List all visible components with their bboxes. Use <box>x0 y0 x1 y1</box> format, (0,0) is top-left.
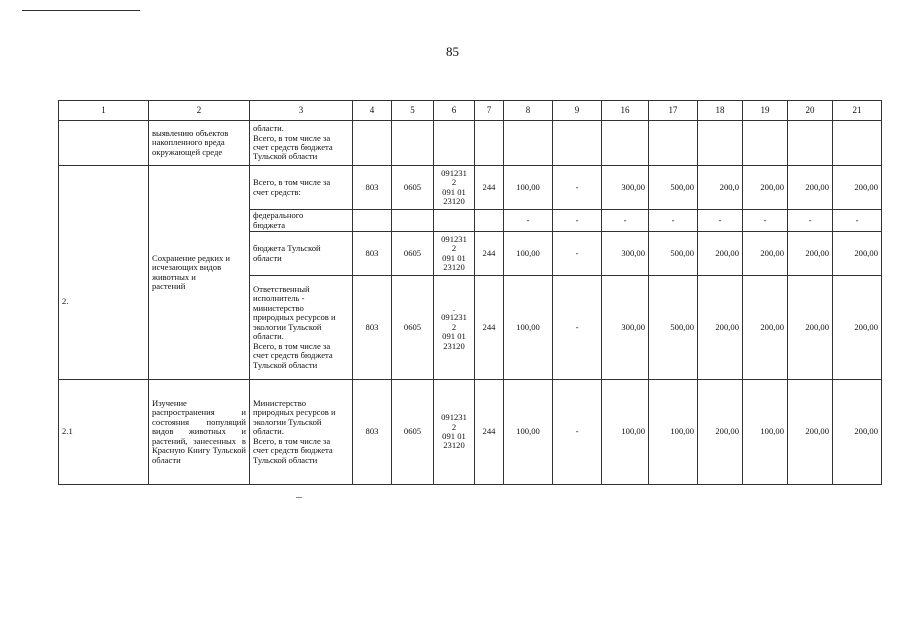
funding-source: бюджета Тульской области <box>253 243 321 263</box>
csr-cell: 091231 2 091 01 23120 <box>434 380 475 485</box>
funding-source-cell <box>250 121 353 166</box>
csr-cell: . 091231 2 091 01 23120 <box>434 276 475 380</box>
value-cell: 300,00 <box>602 166 649 210</box>
funding-source-cell <box>250 380 353 485</box>
funding-source: Ответственный исполнитель - министерство природных ресурсов и экологии Тульской области. Всего, в том числе за счет средств бюджета Тульской области <box>253 283 336 370</box>
value-cell: 100,00 <box>649 380 698 485</box>
funding-source-cell <box>250 166 353 210</box>
row-number-cell: 2.1 <box>59 380 149 485</box>
scan-mark <box>296 497 302 498</box>
value-cell: - <box>649 210 698 232</box>
row-number-cell: 2. <box>59 166 149 380</box>
grbs-cell <box>353 210 392 232</box>
vr-cell: 244 <box>475 232 504 276</box>
rzpr-cell: 0605 <box>392 166 434 210</box>
value-cell: 200,00 <box>833 380 882 485</box>
value-cell: 200,0 <box>698 166 743 210</box>
vr-cell: 244 <box>475 380 504 485</box>
grbs-cell: 803 <box>353 232 392 276</box>
activity-name-cell <box>149 166 250 380</box>
value-cell: 200,00 <box>743 232 788 276</box>
value-cell: - <box>553 210 602 232</box>
csr-cell: 091231 2 091 01 23120 <box>434 166 475 210</box>
header-cell: 8 <box>504 101 553 121</box>
activity-name-cell <box>149 121 250 166</box>
header-cell: 21 <box>833 101 882 121</box>
value-cell: 200,00 <box>788 276 833 380</box>
header-cell: 17 <box>649 101 698 121</box>
funding-source-cell <box>250 276 353 380</box>
value-cell: 100,00 <box>504 166 553 210</box>
value-cell: 100,00 <box>743 380 788 485</box>
grbs-cell: 803 <box>353 380 392 485</box>
funding-source-cell <box>250 210 353 232</box>
value-cell: - <box>833 210 882 232</box>
header-row <box>59 101 882 121</box>
value-cell: 500,00 <box>649 276 698 380</box>
value-cell: 200,00 <box>743 276 788 380</box>
header-cell: 19 <box>743 101 788 121</box>
rzpr-cell <box>392 210 434 232</box>
value-cell: - <box>788 210 833 232</box>
value-cell: - <box>743 210 788 232</box>
funding-source: области. Всего, в том числе за счет средств бюджета Тульской области <box>253 123 333 162</box>
csr-cell: 091231 2 091 01 23120 <box>434 232 475 276</box>
table-row <box>59 166 882 210</box>
rzpr-cell: 0605 <box>392 232 434 276</box>
value-cell: - <box>553 380 602 485</box>
grbs-cell: 803 <box>353 276 392 380</box>
value-cell: 200,00 <box>698 276 743 380</box>
value-cell: 200,00 <box>698 232 743 276</box>
value-cell: 200,00 <box>833 232 882 276</box>
funding-source: федерального бюджета <box>253 210 304 230</box>
value-cell: - <box>602 210 649 232</box>
vr-cell: 244 <box>475 166 504 210</box>
funding-source: Министерство природных ресурсов и экологии Тульской области. Всего, в том числе за счет средств бюджета Тульской области <box>253 397 336 465</box>
header-cell: 4 <box>353 101 392 121</box>
header-cell: 3 <box>250 101 353 121</box>
header-cell: 1 <box>59 101 149 121</box>
value-cell: 200,00 <box>788 166 833 210</box>
value-cell: 200,00 <box>788 232 833 276</box>
value-cell: 100,00 <box>504 380 553 485</box>
table-row <box>59 380 882 485</box>
header-cell: 20 <box>788 101 833 121</box>
funding-source: Всего, в том числе за счет средств: <box>253 177 331 197</box>
value-cell: 200,00 <box>743 166 788 210</box>
header-cell: 5 <box>392 101 434 121</box>
value-cell: 100,00 <box>504 276 553 380</box>
value-cell: 500,00 <box>649 232 698 276</box>
value-cell: 300,00 <box>602 232 649 276</box>
budget-table <box>58 100 882 485</box>
header-cell: 18 <box>698 101 743 121</box>
value-cell: 200,00 <box>698 380 743 485</box>
grbs-cell: 803 <box>353 166 392 210</box>
value-cell: - <box>553 232 602 276</box>
header-cell: 16 <box>602 101 649 121</box>
value-cell: 200,00 <box>788 380 833 485</box>
header-cell: 7 <box>475 101 504 121</box>
value-cell: 100,00 <box>602 380 649 485</box>
csr-cell <box>434 210 475 232</box>
value-cell: 200,00 <box>833 166 882 210</box>
funding-source-cell <box>250 232 353 276</box>
value-cell: - <box>553 276 602 380</box>
row-number-cell <box>59 121 149 166</box>
activity-name-cell: Изучение распространения и состояния популяций видов животных и растений, занесенных в Красную Книгу Тульской области <box>149 380 250 485</box>
value-cell: - <box>504 210 553 232</box>
vr-cell: 244 <box>475 276 504 380</box>
page-number: 85 <box>446 44 459 59</box>
vr-cell <box>475 210 504 232</box>
header-cell: 9 <box>553 101 602 121</box>
table-row <box>59 121 882 166</box>
rzpr-cell: 0605 <box>392 276 434 380</box>
value-cell: 100,00 <box>504 232 553 276</box>
value-cell: 500,00 <box>649 166 698 210</box>
header-cell: 2 <box>149 101 250 121</box>
rzpr-cell: 0605 <box>392 380 434 485</box>
activity-name: Сохранение редких и исчезающих видов животных и растений <box>152 252 230 291</box>
value-cell: 300,00 <box>602 276 649 380</box>
value-cell: - <box>698 210 743 232</box>
top-rule <box>22 10 140 11</box>
value-cell: 200,00 <box>833 276 882 380</box>
activity-name: выявлению объектов накопленного вреда окружающей среде <box>152 127 229 157</box>
value-cell: - <box>553 166 602 210</box>
header-cell: 6 <box>434 101 475 121</box>
